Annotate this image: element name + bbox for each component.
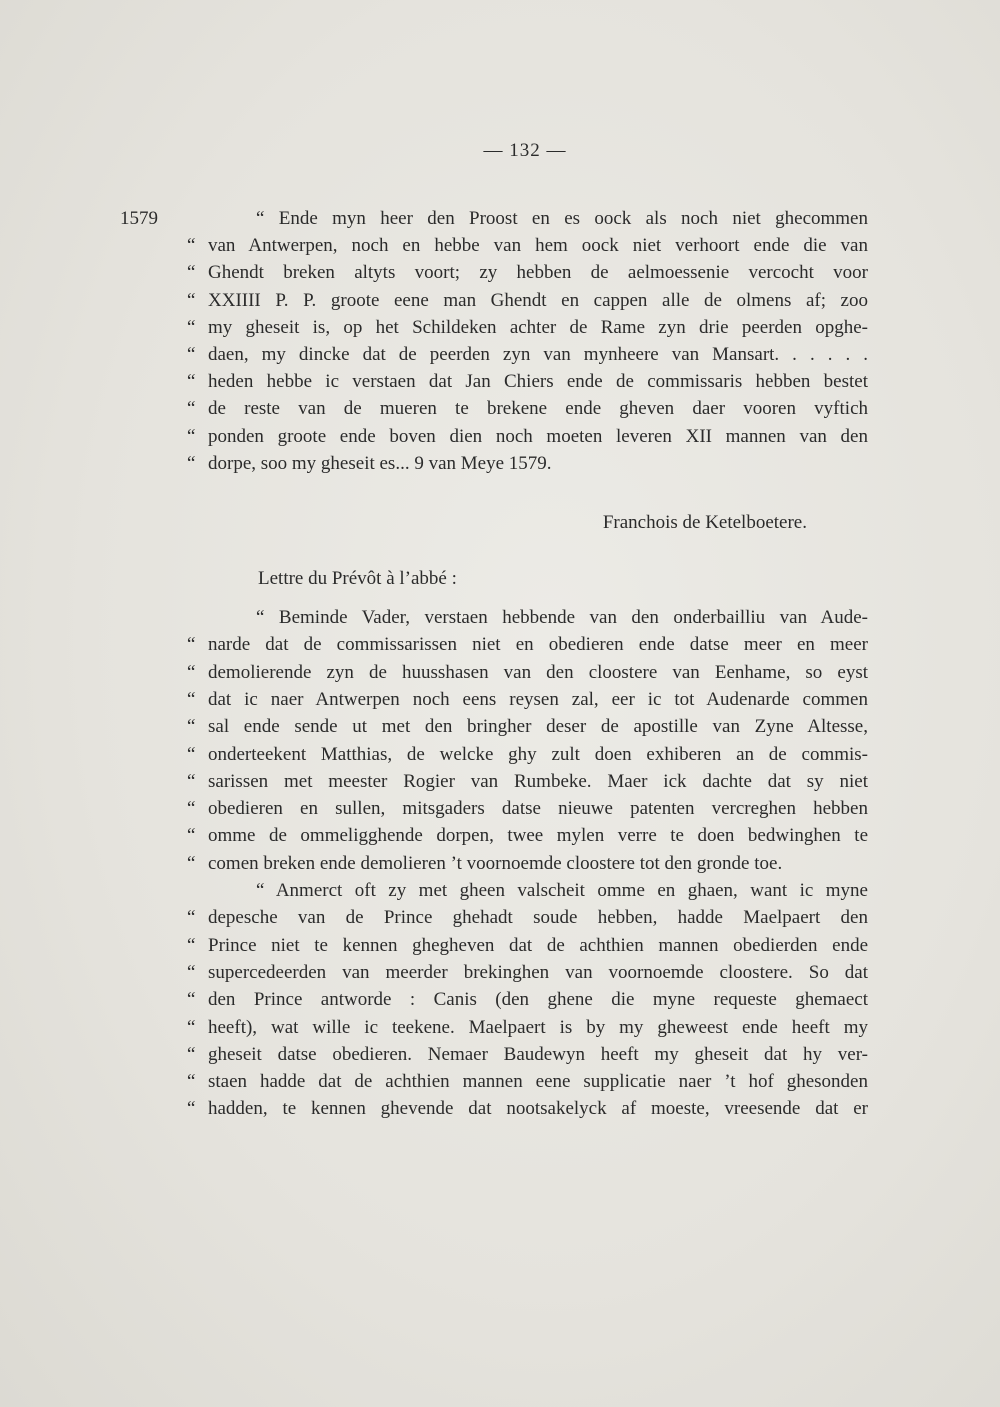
text-line — [0, 1014, 1000, 1042]
line-text: heden hebbe ic verstaen dat Jan Chiers ende de commissaris hebben bestet — [208, 371, 868, 393]
text-line — [0, 850, 1000, 878]
quote-mark: “ — [187, 344, 196, 365]
quote-mark: “ — [187, 289, 196, 311]
line-text: obedieren en sullen, mitsgaders datse nieuwe patenten vercreghen hebben — [208, 798, 868, 820]
text-line — [0, 932, 1000, 960]
text-line — [0, 713, 1000, 741]
line-text: my gheseit is, op het Schildeken achter de Rame zyn drie peerden opghe- — [208, 316, 868, 338]
text-line — [0, 986, 1000, 1014]
text-line — [0, 768, 1000, 796]
line-text: Ghendt breken altyts voort; zy hebben de aelmoessenie vercocht voor — [208, 262, 868, 284]
text-line — [0, 631, 1000, 659]
line-text: narde dat de commissarissen niet en obedieren ende datse meer en meer — [208, 634, 868, 656]
quote-mark: “ — [187, 961, 196, 983]
quote-mark: “ — [187, 316, 196, 338]
quote-mark: “ — [187, 798, 196, 820]
text-line — [0, 450, 1000, 478]
line-text: daen, my dincke dat de peerden zyn van mynheere van Mansart. . . . . . — [208, 344, 868, 365]
text-line — [0, 604, 1000, 632]
line-text: staen hadde dat de achthien mannen eene supplicatie naer ’t hof ghesonden — [208, 1071, 868, 1093]
quote-mark: “ — [187, 688, 196, 710]
line-text: XXIIII P. P. groote eene man Ghendt en cappen alle de olmens af; zoo — [208, 289, 868, 311]
text-line — [0, 1095, 1000, 1123]
line-text: omme de ommeligghende dorpen, twee mylen verre te doen bedwinghen te — [208, 825, 868, 847]
line-text: “ Ende myn heer den Proost en es oock als noch niet ghecommen — [256, 208, 868, 229]
quote-mark: “ — [187, 1043, 196, 1065]
line-text: “ Beminde Vader, verstaen hebbende van den onderbailliu van Aude- — [256, 607, 868, 628]
quote-mark: “ — [187, 634, 196, 656]
margin-year: 1579 — [120, 208, 158, 229]
text-line — [0, 232, 1000, 260]
line-text: sal ende sende ut met den bringher deser de apostille van Zyne Altesse, — [208, 716, 868, 738]
text-line — [0, 877, 1000, 905]
line-text: depesche van de Prince ghehadt soude hebben, hadde Maelpaert den — [208, 907, 868, 929]
text-line — [0, 904, 1000, 932]
text-line — [0, 1041, 1000, 1069]
text-line — [0, 287, 1000, 315]
section-heading: Lettre du Prévôt à l’abbé : — [258, 568, 457, 589]
line-text: de reste van de mueren te brekene ende gheven daer vooren vyftich — [208, 398, 868, 420]
line-text: dat ic naer Antwerpen noch eens reysen zal, eer ic tot Audenarde commen — [208, 688, 868, 710]
quote-mark: “ — [187, 371, 196, 393]
text-line — [0, 686, 1000, 714]
text-line — [0, 368, 1000, 396]
line-text: Prince niet te kennen ghegheven dat de achthien mannen obedierden ende — [208, 934, 868, 956]
line-text: ponden groote ende boven dien noch moeten leveren XII mannen van den — [208, 425, 868, 447]
quote-mark: “ — [187, 934, 196, 956]
quote-mark: “ — [187, 989, 196, 1011]
text-line — [0, 205, 1000, 233]
text-line — [0, 795, 1000, 823]
line-text: hadden, te kennen ghevende dat nootsakelyck af moeste, vreesende dat er — [208, 1098, 868, 1120]
quote-mark: “ — [187, 661, 196, 683]
quote-mark: “ — [187, 398, 196, 420]
text-line — [0, 259, 1000, 287]
line-text: van Antwerpen, noch en hebbe van hem oock niet verhoort ende die van — [208, 235, 868, 257]
text-line — [0, 314, 1000, 342]
quote-mark: “ — [187, 743, 196, 765]
quote-mark: “ — [187, 235, 196, 257]
text-line — [0, 1068, 1000, 1096]
quote-mark: “ — [187, 425, 196, 447]
quote-mark: “ — [187, 852, 196, 874]
text-line — [0, 959, 1000, 987]
line-text: heeft), wat wille ic teekene. Maelpaert is by my gheweest ende heeft my — [208, 1016, 868, 1038]
line-text: sarissen met meester Rogier van Rumbeke. Maer ick dachte dat sy niet — [208, 770, 868, 792]
quote-mark: “ — [187, 907, 196, 929]
quote-mark: “ — [187, 262, 196, 284]
text-line — [0, 741, 1000, 769]
line-text: demolierende zyn de huusshasen van den cloostere van Eenhame, so eyst — [208, 661, 868, 683]
line-text: “ Anmerct oft zy met gheen valscheit omme en ghaen, want ic myne — [256, 880, 868, 901]
text-line — [0, 395, 1000, 423]
line-text: dorpe, soo my gheseit es... 9 van Meye 1579. — [208, 452, 552, 474]
quote-mark: “ — [187, 770, 196, 792]
quote-mark: “ — [187, 1016, 196, 1038]
page-number: — 132 — — [483, 140, 567, 161]
line-text: gheseit datse obedieren. Nemaer Baudewyn heeft my gheseit dat hy ver- — [208, 1043, 868, 1065]
quote-mark: “ — [187, 452, 196, 474]
quote-mark: “ — [187, 825, 196, 847]
text-line — [0, 822, 1000, 850]
quote-mark: “ — [187, 716, 196, 738]
line-text: onderteekent Matthias, de welcke ghy zult doen exhiberen an de commis- — [208, 743, 868, 765]
line-text: den Prince antworde : Canis (den ghene die myne requeste ghemaect — [208, 989, 868, 1011]
text-line — [0, 341, 1000, 369]
text-line — [0, 659, 1000, 687]
signature-text: Franchois de Ketelboetere. — [602, 512, 807, 533]
quote-mark: “ — [187, 1071, 196, 1093]
quote-mark: “ — [187, 1098, 196, 1120]
line-text: comen breken ende demolieren ’t voornoemde cloostere tot den gronde toe. — [208, 852, 783, 874]
text-line — [0, 423, 1000, 451]
line-text: supercedeerden van meerder brekinghen van voornoemde cloostere. So dat — [208, 961, 868, 983]
